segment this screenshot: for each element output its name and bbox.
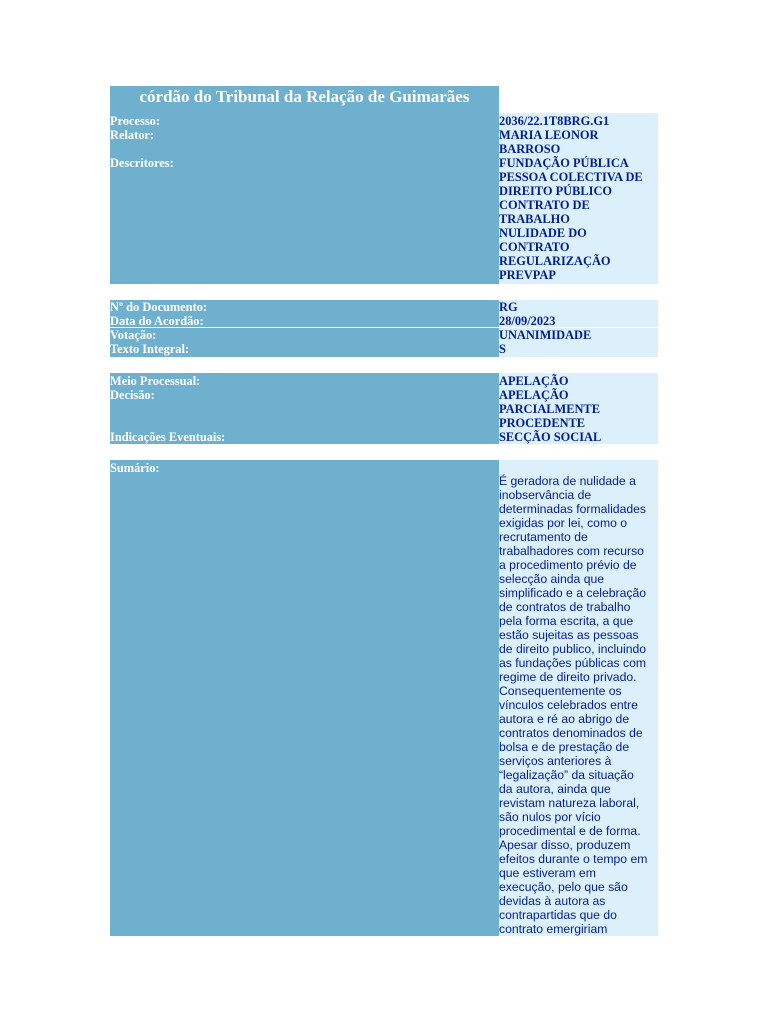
votacao-label: Votação: [110, 328, 157, 342]
sumario-line: contratos denominados de [499, 726, 643, 740]
descritor-line: DIREITO PÚBLICO [499, 184, 613, 198]
sumario-line: bolsa e de prestação de [499, 740, 630, 754]
descritor-line: NULIDADE DO [499, 226, 587, 240]
sumario-line: de contratos de trabalho [499, 600, 631, 614]
documento-value: RG [499, 300, 518, 314]
texto-integral-label: Texto Integral: [110, 342, 190, 356]
process-info-labels [110, 113, 499, 284]
decisao-label: Decisão: [110, 388, 155, 402]
descritor-line: PREVPAP [499, 268, 556, 282]
sumario-label: Sumário: [110, 461, 160, 475]
sumario-line: a procedimento prévio de [499, 558, 637, 572]
sumario-line: inobservância de [499, 488, 592, 502]
decisao-line: APELAÇÃO [499, 388, 569, 402]
sumario-line: autora e ré ao abrigo de [499, 712, 630, 726]
sumario-line: que estiveram em [499, 866, 596, 880]
sumario-line: devidas à autora as [499, 894, 606, 908]
data-label: Data do Acordão: [110, 314, 499, 328]
sumario-line: são nulos por vício [499, 810, 601, 824]
sumario-line: execução, pelo que são [499, 880, 628, 894]
relator-line: MARIA LEONOR [499, 128, 599, 142]
relator-value [499, 128, 658, 156]
indicacoes-label: Indicações Eventuais: [110, 430, 226, 444]
texto-integral-value: S [499, 342, 506, 356]
sumario-line: de direito publico, incluindo [499, 642, 647, 656]
documento-label: Nº do Documento: [110, 300, 208, 314]
document-title [110, 86, 499, 113]
process-info-block [110, 113, 658, 284]
descritor-line: PESSOA COLECTIVA DE [499, 170, 643, 184]
decisao-line: PARCIALMENTE [499, 402, 600, 416]
meio-processual-value: APELAÇÃO [499, 374, 569, 388]
sumario-line: contrapartidas que do [499, 908, 617, 922]
document-info-values [499, 300, 658, 357]
decisao-value [499, 388, 658, 430]
sumario-line: exigidas por lei, como o [499, 516, 628, 530]
descritores-label: Descritores: [110, 156, 174, 170]
descritor-line: FUNDAÇÃO PÚBLICA [499, 156, 629, 170]
sumario-line: contrato emergiriam [499, 922, 608, 936]
relator-line: BARROSO [499, 142, 561, 156]
data-value: 28/09/2023 [499, 314, 658, 328]
sumario-line: É geradora de nulidade a [499, 474, 636, 488]
sumario-line: pela forma escrita, a que [499, 614, 634, 628]
sumario-line: Consequentemente os [499, 684, 622, 698]
sumario-line: simplificado e a celebração [499, 586, 647, 600]
sumario-line: trabalhadores com recurso [499, 544, 644, 558]
descritores-value [499, 156, 658, 282]
relator-label: Relator: [110, 128, 155, 142]
processo-label: Processo: [110, 114, 161, 128]
votacao-value: UNANIMIDADE [499, 328, 592, 342]
sumario-line: serviços anteriores à [499, 754, 612, 768]
meio-processual-label: Meio Processual: [110, 374, 201, 388]
sumario-line: determinadas formalidades [499, 502, 647, 516]
processo-value: 2036/22.1T8BRG.G1 [499, 114, 610, 128]
descritor-line: TRABALHO [499, 212, 570, 226]
document-title-text: córdão do Tribunal da Relação de Guimarães [139, 87, 470, 106]
sumario-line: efeitos durante o tempo em [499, 852, 648, 866]
sumario-line: estão sujeitas as pessoas [499, 628, 639, 642]
decision-labels [110, 373, 499, 444]
descritor-line: CONTRATO DE [499, 198, 590, 212]
descritor-line: REGULARIZAÇÃO [499, 254, 611, 268]
decision-block [110, 373, 658, 444]
summary-label-cell [110, 460, 499, 936]
sumario-line: revistam natureza laboral, [499, 796, 640, 810]
process-info-values [499, 113, 658, 284]
sumario-line: as fundações públicas com [499, 656, 647, 670]
sumario-line: da autora, ainda que [499, 782, 611, 796]
sumario-line: regime de direito privado. [499, 670, 637, 684]
sumario-line: Apesar disso, produzem [499, 838, 631, 852]
summary-value-cell [499, 460, 658, 936]
sumario-line: vínculos celebrados entre [499, 698, 638, 712]
descritor-line: CONTRATO [499, 240, 570, 254]
decision-values [499, 373, 658, 444]
summary-block [110, 460, 658, 936]
indicacoes-value: SECÇÃO SOCIAL [499, 430, 602, 444]
sumario-line: recrutamento de [499, 530, 588, 544]
document-info-labels [110, 300, 499, 357]
document-info-block [110, 300, 658, 357]
sumario-line: selecção ainda que [499, 572, 605, 586]
decisao-line: PROCEDENTE [499, 416, 586, 430]
sumario-text [499, 474, 658, 936]
sumario-line: procedimental e de forma. [499, 824, 641, 838]
sumario-line: “legalização” da situação [499, 768, 634, 782]
